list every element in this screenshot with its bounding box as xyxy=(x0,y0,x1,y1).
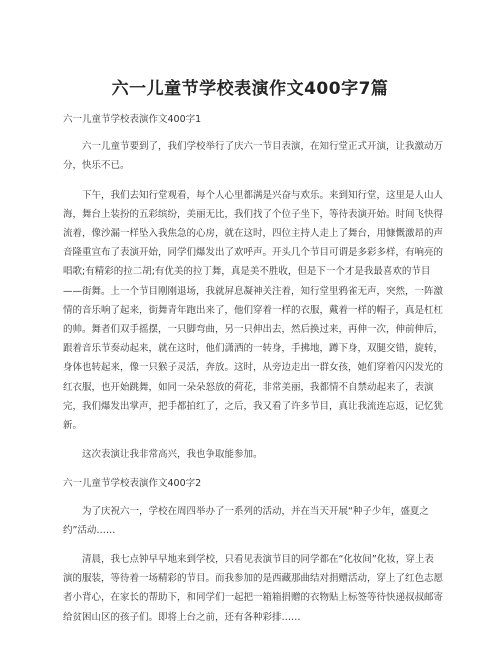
section-heading: 六一儿童节学校表演作文400字2 xyxy=(63,478,202,490)
body-paragraph: 这次表演让我非常高兴，我也争取能参加。 xyxy=(82,449,263,461)
document-title: 六一儿童节学校表演作文400字7篇 xyxy=(111,79,389,99)
document-body xyxy=(63,110,443,637)
body-paragraph: 清晨，我七点钟早早地来到学校，只看见表演节目的同学都在“化妆间”化妆，穿上表演的服装，等待着一场精彩的节目。而我参加的是西藏那曲结对捐赠活动，穿上了红色志愿者小背心，在家长的帮助下，和同学们一起把一箱箱捐赠的衣物贴上标签等待快递叔叔邮寄给贫困山区的孩子们。即将上台之前，还有各种彩排…… xyxy=(63,554,444,623)
body-paragraph: 为了庆祝六一，学校在周四举办了一系列的活动，并在当天开展“种子少年，盛夏之约”活动…… xyxy=(63,505,429,536)
body-paragraph: 六一儿童节要到了，我们学校举行了庆六一节目表演，在知行堂正式开演，让我激动万分，快乐不已。 xyxy=(63,141,444,172)
body-paragraph: 下午，我们去知行堂观看，每个人心里都满是兴奋与欢乐。来到知行堂，这里是人山人海，舞台上装扮的五彩缤纷，美丽无比，我们找了个位子坐下，等待表演开始。时间飞快得流着，像沙漏一样坠入我焦急的心房，就在这时，四位主持人走上了舞台，用慷慨激昂的声音隆重宣布了表演开始，同学们爆发出了欢呼声。开头几个节目可谓是多彩多样，有响亮的唱歌;有精彩的拉二胡;有优美的拉丁舞，真是美不胜收，但是下一个才是我最喜欢的节目——街舞。上一个节目刚刚退场，我就屏息凝神关注着，知行堂里鸦雀无声，突然，一阵激情的音乐响了起来，街舞青年跑出来了，他们穿着一样的衣服，戴着一样的帽子，真是杠杠的帅。舞者们双手摇摆，一只脚弯曲，另一只伸出去，然后换过来，再伸一次，伸前伸后，跟着音乐节奏动起来，就在这时，他们潇洒的一转身，手拂地，蹲下身，双腿交错，旋转，身体也转起来，像一只猴子灵活，奔放。这时，从旁边走出一群女孩，她们穿着闪闪发光的红衣服，也开始跳舞，如同一朵朵怒放的荷花，非常美丽，我都情不自禁动起来了，表演完，我们爆发出掌声，把手都拍红了，之后，我又看了许多节目，真让我流连忘返，记忆犹新。 xyxy=(63,189,444,432)
section-heading: 六一儿童节学校表演作文400字1 xyxy=(63,114,202,125)
